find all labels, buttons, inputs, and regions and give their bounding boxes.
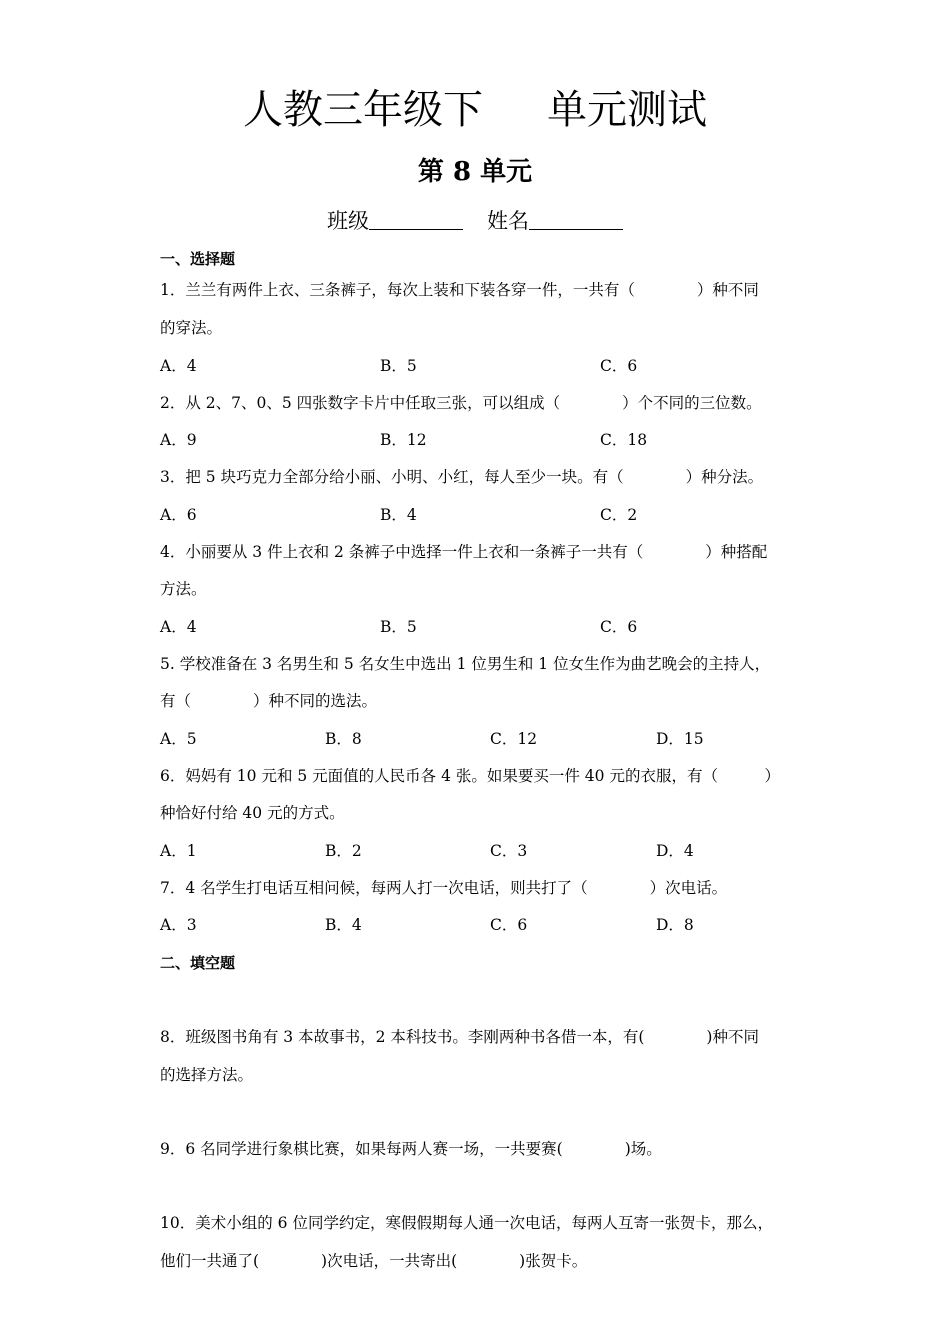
title-right: 单元测试 xyxy=(547,87,707,133)
question-6-option-d[interactable]: D．4 xyxy=(656,842,694,860)
question-6-line-1: 6．妈妈有 10 元和 5 元面值的人民币各 4 张。如果要买一件 40 元的衣服，有（ ） xyxy=(160,767,780,785)
question-2-line-1: 2．从 2、7、0、5 四张数字卡片中任取三张，可以组成（ ）个不同的三位数。 xyxy=(160,394,762,412)
question-3-line-1: 3．把 5 块巧克力全部分给小丽、小明、小红，每人至少一块。有（ ）种分法。 xyxy=(160,468,764,486)
question-5-option-d[interactable]: D．15 xyxy=(656,730,704,748)
question-2-option-a[interactable]: A．9 xyxy=(160,431,197,449)
question-1-line-2: 的穿法。 xyxy=(160,319,223,337)
title-left: 人教三年级下 xyxy=(243,87,483,133)
name-label: 姓名 xyxy=(487,209,529,233)
question-9-line-1: 9．6 名同学进行象棋比赛，如果每两人赛一场，一共要赛( )场。 xyxy=(160,1140,662,1158)
question-4-option-b[interactable]: B．5 xyxy=(380,618,417,636)
class-blank[interactable] xyxy=(369,207,463,230)
section-heading-fill-blank: 二、填空题 xyxy=(160,954,236,972)
question-1-option-a[interactable]: A．4 xyxy=(160,357,197,375)
question-7-line-1: 7．4 名学生打电话互相问候，每两人打一次电话，则共打了（ ）次电话。 xyxy=(160,879,728,897)
question-5-line-1: 5. 学校准备在 3 名男生和 5 名女生中选出 1 位男生和 1 位女生作为曲艺晚会的主持人， xyxy=(160,655,771,673)
question-8-line-1: 8．班级图书角有 3 本故事书，2 本科技书。李刚两种书各借一本，有( )种不同 xyxy=(160,1028,759,1046)
unit-subtitle: 第 8 单元 xyxy=(417,157,533,187)
question-7-option-d[interactable]: D．8 xyxy=(656,916,694,934)
question-10-line-1: 10．美术小组的 6 位同学约定，寒假假期每人通一次电话，每两人互寄一张贺卡，那么， xyxy=(160,1214,773,1232)
question-4-line-2: 方法。 xyxy=(160,580,207,598)
question-5-line-2: 有（ ）种不同的选法。 xyxy=(160,692,378,710)
question-1-line-1: 1．兰兰有两件上衣、三条裤子，每次上装和下装各穿一件，一共有（ ）种不同 xyxy=(160,281,759,299)
page-title xyxy=(0,82,950,138)
question-1-option-c[interactable]: C．6 xyxy=(600,357,638,375)
question-8-line-2: 的选择方法。 xyxy=(160,1066,254,1084)
question-1-option-b[interactable]: B．5 xyxy=(380,357,417,375)
question-6-option-b[interactable]: B．2 xyxy=(325,842,362,860)
question-5-option-c[interactable]: C．12 xyxy=(490,730,538,748)
question-3-option-b[interactable]: B．4 xyxy=(380,506,417,524)
question-4-line-1: 4．小丽要从 3 件上衣和 2 条裤子中选择一件上衣和一条裤子一共有（ ）种搭配 xyxy=(160,543,768,561)
question-5-option-b[interactable]: B．8 xyxy=(325,730,362,748)
name-blank[interactable] xyxy=(529,207,623,230)
question-7-option-c[interactable]: C．6 xyxy=(490,916,528,934)
question-10-line-2: 他们一共通了( )次电话，一共寄出( )张贺卡。 xyxy=(160,1252,588,1270)
question-5-option-a[interactable]: A．5 xyxy=(160,730,197,748)
question-3-option-a[interactable]: A．6 xyxy=(160,506,197,524)
question-3-option-c[interactable]: C．2 xyxy=(600,506,638,524)
section-heading-choice: 一、选择题 xyxy=(160,250,236,268)
question-7-option-b[interactable]: B．4 xyxy=(325,916,362,934)
question-2-option-b[interactable]: B．12 xyxy=(380,431,427,449)
question-4-option-a[interactable]: A．4 xyxy=(160,618,197,636)
question-6-option-c[interactable]: C．3 xyxy=(490,842,528,860)
question-7-option-a[interactable]: A．3 xyxy=(160,916,197,934)
student-info-line xyxy=(0,204,950,238)
question-6-option-a[interactable]: A．1 xyxy=(160,842,197,860)
question-2-option-c[interactable]: C．18 xyxy=(600,431,648,449)
question-4-option-c[interactable]: C．6 xyxy=(600,618,638,636)
question-6-line-2: 种恰好付给 40 元的方式。 xyxy=(160,804,345,822)
class-label: 班级 xyxy=(327,209,369,233)
